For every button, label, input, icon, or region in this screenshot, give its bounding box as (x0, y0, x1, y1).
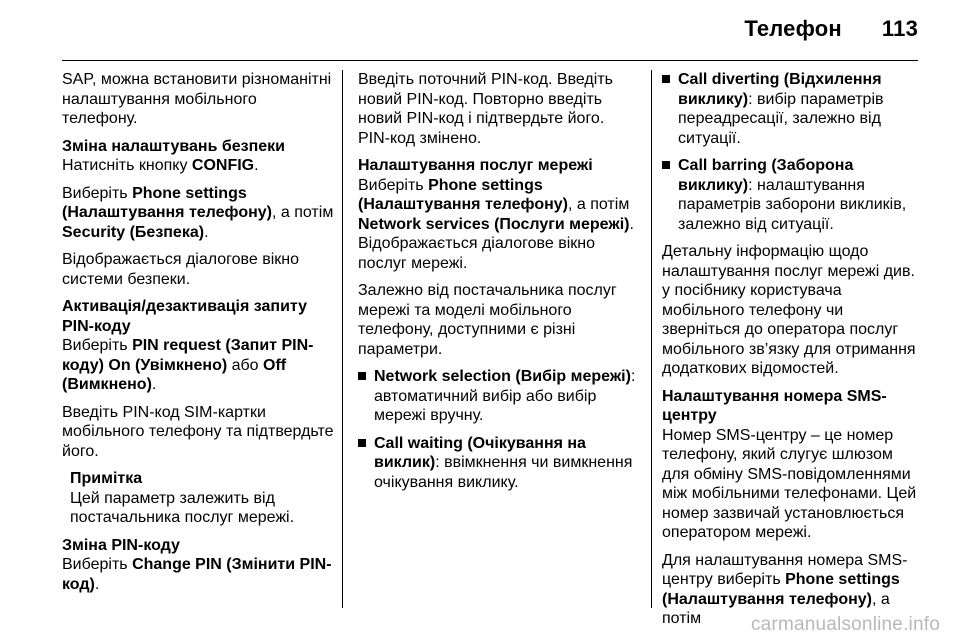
pin-request-instruction: Введіть PIN-код SIM-картки мобільного телефону та підтвердьте його. (62, 403, 334, 460)
security-section: Зміна налаштувань безпеки Натисніть кнопку CONFIG. (62, 137, 334, 176)
config-key: CONFIG (191, 157, 255, 174)
change-pin-heading: Зміна PIN-коду (62, 536, 180, 554)
column-divider-left (342, 70, 343, 608)
column-right (662, 70, 924, 637)
pin-change-steps: Введіть поточний PIN-код. Введіть новий PIN-код. Повторно введіть новий PIN-код і підтвердьте його. PIN-код змінено. (358, 71, 613, 147)
change-pin-section: Зміна PIN-коду Виберіть Change PIN (Змінити PIN-код). (62, 536, 334, 595)
note-title: Примітка (70, 470, 143, 487)
watermark: carmanualsonline.info (750, 614, 940, 635)
pin-request-section: Активація/дезактивація запиту PIN-коду Виберіть PIN request (Запит PIN-коду) On (Увімкнено) або Off (Вимкнено). (62, 297, 334, 395)
list-item: Network selection (Вибір мережі): автоматичний вибір або вибір мережі вручну. (358, 367, 640, 426)
square-bullet-icon (358, 439, 366, 447)
column-middle (358, 70, 640, 500)
square-bullet-icon (662, 161, 670, 169)
security-instruction: Виберіть Phone settings (Налаштування телефону), а потім Security (Безпека). (62, 184, 334, 241)
security-heading: Зміна налаштувань безпеки (62, 137, 286, 155)
column-divider-right (651, 70, 652, 608)
note-text: Цей параметр залежить від постачальника послуг мережі. (70, 489, 295, 526)
square-bullet-icon (662, 75, 670, 83)
pin-request-heading: Активація/дезактивація запиту PIN-коду (62, 298, 308, 335)
list-item: Call barring (Заборона виклику): налаштування параметрів заборони викликів, залежно від ситуації. (662, 156, 924, 234)
intro-text: SAP, можна встановити різноманітні налаштування мобільного телефону. (62, 71, 332, 127)
square-bullet-icon (358, 372, 366, 380)
sms-center-heading: Налаштування номера SMS-центру (662, 387, 887, 424)
network-options-list (358, 367, 640, 492)
column-left (62, 70, 334, 602)
list-item: Call waiting (Очікування на виклик): ввімкнення чи вимкнення очікування виклику. (358, 434, 640, 493)
more-info-text: Детальну інформацію щодо налаштування послуг мережі див. у посібнику користувача мобільного телефону чи зверніться до оператора послуг мобільного зв’язку для отримання додаткових відомостей. (662, 243, 916, 377)
sms-center-instruction: Для налаштування номера SMS-центру виберіть Phone settings (Налаштування телефону), а потім (662, 551, 908, 627)
page-number: 113 (881, 16, 918, 41)
network-services-heading: Налаштування послуг мережі (358, 157, 593, 174)
security-result: Відображається діалогове вікно системи безпеки. (62, 251, 299, 288)
network-services-section: Налаштування послуг мережі Виберіть Phone settings (Налаштування телефону), а потім Network services (Послуги мережі). Відображається діалогове вікно послуг мережі. (358, 156, 640, 273)
section-title: Телефон (744, 16, 842, 41)
list-item: Call diverting (Відхилення виклику): вибір параметрів переадресації, залежно від ситуації. (662, 70, 924, 148)
sms-center-section: Налаштування номера SMS-центру Номер SMS-центру – це номер телефону, який слугує шлюзом для обміну SMS-повідомленнями між мобільними телефонами. Цей номер зазвичай установлюється оператором мережі. (662, 387, 924, 543)
header-divider (62, 60, 918, 61)
network-options-intro: Залежно від постачальника послуг мережі та моделі мобільного телефону, доступними є різні параметри. (358, 282, 617, 358)
page-header (704, 16, 918, 42)
note-box (62, 469, 334, 528)
call-options-list (662, 70, 924, 234)
